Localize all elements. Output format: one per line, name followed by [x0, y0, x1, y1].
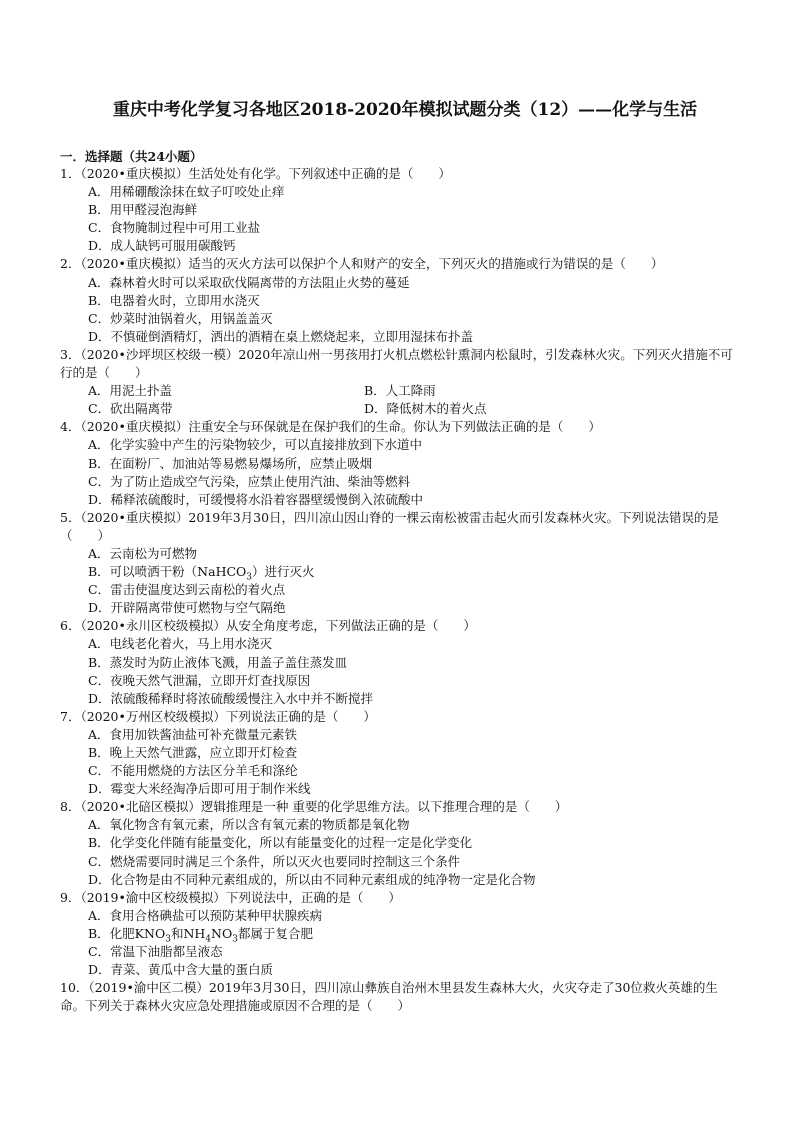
option-b	[60, 563, 740, 581]
option-d: D．青菜、黄瓜中含大量的蛋白质	[88, 962, 274, 978]
question-stem: 1．（2020•重庆模拟）生活处处有化学。下列叙述中正确的是（ ）	[60, 166, 451, 181]
option-c: C．常温下油脂都呈液态	[88, 944, 223, 960]
question-stem: 4．（2020•重庆模拟）注重安全与环保就是在保护我们的生命。你认为下列做法正确的是（ ）	[60, 419, 601, 435]
option-d: D．浓硫酸稀释时将浓硫酸缓慢注入水中并不断搅拌	[88, 690, 374, 706]
section-heading: 一．选择题（共24小题）	[60, 149, 203, 164]
option-a: A．用泥土扑盖	[88, 383, 173, 399]
question-stem: 10．（2019•渝中区二模）2019年3月30日，四川凉山彝族自治州木里县发生森林大火，火灾夺走了30位救火英雄的生命。下列关于森林火灾应急处理措施或原因不合理的是（ ）	[60, 980, 718, 1014]
question-stem: 3．（2020•沙坪坝区校级一模）2020年凉山州一男孩用打火机点燃松针熏洞内松鼠时，引发森林火灾。下列灭火措施不可行的是（ ）	[60, 346, 733, 381]
document-title: 重庆中考化学复习各地区2018-2020年模拟试题分类（12）——化学与生活	[112, 100, 698, 120]
option-b: B．晚上天然气泄露，应立即开灯检查	[88, 745, 298, 760]
option-b: B．用甲醛浸泡海鲜	[88, 202, 198, 218]
option-c: C．食物腌制过程中可用工业盐	[88, 220, 261, 236]
option-a: A．食用加铁酱油盐可补充微量元素铁	[88, 726, 298, 742]
question-8	[60, 798, 740, 888]
option-c: C．砍出隔离带	[88, 401, 173, 417]
option-b: B．化肥$KNO_3$和$NH_4NO_3$都属于复合肥	[88, 925, 313, 945]
question-7	[60, 708, 740, 798]
option-d: D．降低树木的着火点	[364, 401, 487, 417]
question-3	[60, 346, 740, 418]
option-a: A．食用合格碘盐可以预防某种甲状腺疾病	[88, 907, 323, 923]
option-b: B．化学变化伴随有能量变化，所以有能量变化的过程一定是化学变化	[88, 835, 473, 851]
option-d: D．稀释浓硫酸时，可缓慢将水沿着容器壁缓慢倒入浓硫酸中	[88, 491, 424, 507]
option-d: D．化合物是由不同种元素组成的，所以由不同种元素组成的纯净物一定是化合物	[88, 871, 536, 887]
option-b: B．在面粉厂、加油站等易燃易爆场所，应禁止吸烟	[88, 455, 373, 471]
option-c: C．燃烧需要同时满足三个条件，所以灭火也要同时控制这三个条件	[88, 853, 461, 869]
option-a: A．电线老化着火，马上用水浇灭	[88, 636, 273, 652]
question-5	[60, 509, 740, 618]
question-4	[60, 418, 740, 508]
option-a: A．用稀硼酸涂抹在蚊子叮咬处止痒	[88, 184, 285, 200]
option-a: A．云南松为可燃物	[88, 545, 198, 561]
option-text: B．可以喷洒干粉（NaHCO$_3$）进行灭火	[88, 564, 315, 583]
question-2	[60, 255, 740, 345]
option-a: A．森林着火时可以采取砍伐隔离带的方法阻止火势的蔓延	[88, 274, 410, 290]
option-c: C．炒菜时油锅着火，用锅盖盖灭	[88, 310, 273, 326]
option-d: D．成人缺钙可服用碳酸钙	[88, 238, 236, 254]
question-stem: 5．（2020•重庆模拟）2019年3月30日，四川凉山因山脊的一棵云南松被雷击起火而引发森林火灾。下列说法错误的是（ ）	[60, 509, 720, 543]
option-b: B．电器着火时，立即用水浇灭	[88, 292, 260, 308]
question-6	[60, 617, 740, 707]
option-b: B．人工降雨	[364, 383, 436, 399]
option-c: C．雷击使温度达到云南松的着火点	[88, 582, 286, 598]
question-stem: 9．（2019•渝中区校级模拟）下列说法中，正确的是（ ）	[60, 889, 401, 905]
question-stem: 2．（2020•重庆模拟）适当的灭火方法可以保护个人和财产的安全，下列灭火的措施或行为错误的是（ ）	[60, 256, 664, 272]
question-1	[60, 165, 740, 255]
option-a: A．氧化物含有氧元素，所以含有氧元素的物质都是氧化物	[88, 817, 410, 833]
option-grid	[60, 382, 740, 418]
question-9	[60, 889, 740, 979]
option-b: B．蒸发时为防止液体飞溅，用盖子盖住蒸发皿	[88, 654, 348, 670]
option-c: C．夜晚天然气泄漏，立即开灯查找原因	[88, 672, 311, 688]
question-stem: 7．（2020•万州区校级模拟）下列说法正确的是（ ）	[60, 708, 376, 724]
question-list	[60, 165, 740, 1015]
option-a: A．化学实验中产生的污染物较少，可以直接排放到下水道中	[88, 437, 423, 453]
option-c: C．为了防止造成空气污染，应禁止使用汽油、柴油等燃料	[88, 473, 411, 489]
option-d: D．霉变大米经淘净后即可用于制作米线	[88, 781, 311, 797]
option-c: C．不能用燃烧的方法区分羊毛和涤纶	[88, 763, 298, 779]
question-10	[60, 979, 740, 1015]
option-d: D．开辟隔离带使可燃物与空气隔绝	[88, 600, 286, 616]
question-stem: 6．（2020•永川区校级模拟）从安全角度考虑，下列做法正确的是（ ）	[60, 618, 476, 634]
question-stem: 8．（2020•北碚区模拟）逻辑推理是一种 重要的化学思维方法。以下推理合理的是（ ）	[60, 799, 568, 815]
option-d: D．不慎碰倒酒精灯，洒出的酒精在桌上燃烧起来，立即用湿抹布扑盖	[88, 328, 474, 344]
